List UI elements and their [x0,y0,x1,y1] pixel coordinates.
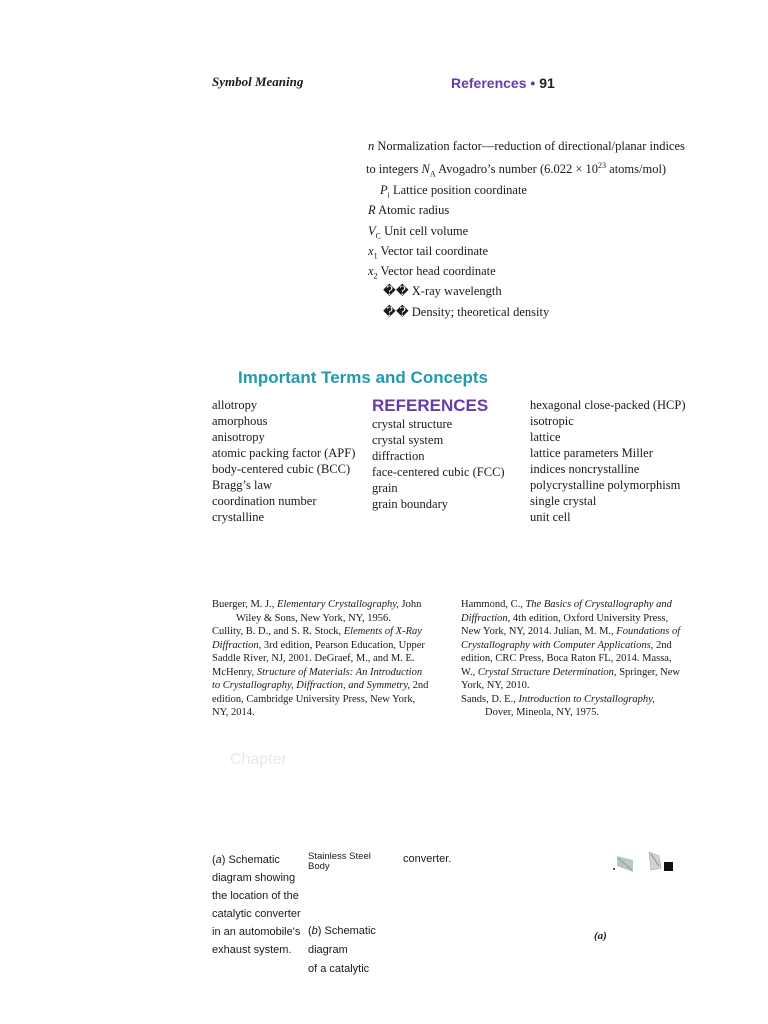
symbol-meaning: Vector head coordinate [380,264,496,278]
term: polycrystalline polymorphism [530,478,681,492]
term: lattice parameters Miller [530,446,653,460]
ref-text: edition, Cambridge University Press, New York, [212,693,416,705]
symbol-row-pi [380,183,527,200]
ref-title: Elements of X-Ray [343,626,422,637]
reference-entry-buerger [212,598,440,625]
term: Bragg’s law [212,478,273,492]
ref-text: Cullity, B. D., and S. R. Stock, [212,626,344,637]
ref-title: Crystal Structure Determination, [477,666,617,678]
symbol: R [368,203,376,217]
terms-column-2 [372,416,505,512]
ref-text: New York, NY, 2014. Julian, M. M., [461,626,617,637]
symbol-subscript: 1 [373,251,378,261]
ref-title: Diffraction, [461,612,511,624]
ref-text: 2nd [410,680,429,691]
figure-fragment-icon [611,850,681,874]
symbol-meaning: Density; theoretical density [411,305,550,319]
term: face-centered cubic (FCC) [372,465,505,479]
chapter-watermark: Chapter [230,751,287,768]
term: allotropy [212,398,258,412]
caption-line: exhaust system. [212,944,292,956]
terms-column-3 [530,397,686,525]
term: atomic packing factor (APF) [212,446,356,460]
references-column-right [461,598,696,720]
term: grain [372,481,398,495]
terms-heading: Important Terms and Concepts [238,368,488,387]
caption-letter: b [311,925,318,937]
term: single crystal [530,494,597,508]
symbol-meaning: Unit cell volume [384,224,469,238]
symbol-row-na [366,161,666,179]
symbol: V [368,224,376,238]
header-symbol-meaning: Symbol Meaning [212,74,304,89]
symbol-row-vc [368,224,468,241]
symbol-row-r [368,203,449,218]
ref-title: Structure of Materials: An Introduction [256,666,423,678]
terms-column-1 [212,397,355,525]
symbol-meaning: Avogadro’s number (6.022 × 10 [438,162,599,177]
ref-text: W., [461,666,478,678]
ref-title: Diffraction, [212,639,262,651]
symbol-subscript: A [429,169,436,179]
symbol-superscript: 23 [598,161,607,170]
caption-line: Schematic [228,854,280,866]
symbol-meaning: Atomic radius [378,203,450,217]
symbol-row-x2 [368,264,496,281]
converter-label: converter. [403,853,452,865]
caption-line: of a catalytic [308,963,370,975]
ref-text: 4th edition, Oxford University Press, [510,612,669,624]
symbol-meaning: X-ray wavelength [411,284,502,298]
caption-line: diagram [308,944,348,956]
caption-letter: a [215,854,222,866]
ref-text: Wiley & Sons, New York, NY, 1956. [236,612,391,624]
running-header-bullet: • [530,75,536,91]
symbol: �� [383,284,409,298]
symbol-meaning-suffix: atoms/mol) [609,162,667,177]
symbol: N [421,162,430,177]
caption-line: catalytic converter [212,908,301,920]
symbol: �� [383,305,409,319]
symbol-subscript: 2 [373,271,378,281]
ref-title: Elementary Crystallography, [277,599,399,610]
term: amorphous [212,414,268,428]
symbol-subscript: C [375,231,381,241]
ref-text: Springer, New [616,666,681,678]
term: lattice [530,430,561,444]
symbol-meaning: Vector tail coordinate [380,244,489,258]
running-header-label: References [451,75,527,91]
symbol-row-x1 [368,244,488,261]
reference-entry-sands [461,693,696,720]
symbol-row-lambda [383,283,502,299]
caption-line: the location of the [212,890,299,902]
symbol-row-n [368,139,685,154]
ref-text: Saddle River, NJ, 2001. DeGraef, M., and M. E. [212,653,415,664]
symbol: n [368,139,375,153]
caption-line: Schematic [324,925,376,937]
term: crystal system [372,433,444,447]
ref-title: Crystallography with Computer Applications, [461,639,654,651]
ref-text: McHenry, [212,666,257,678]
ref-title: to Crystallography, Diffraction, and Symmetry, [212,680,411,691]
term: hexagonal close-packed (HCP) [530,398,686,412]
term: crystalline [212,510,265,524]
term: anisotropy [212,430,265,444]
symbol-meaning: Normalization factor—reduction of directional/planar indices [377,139,685,153]
term: unit cell [530,510,571,524]
ref-text: 2nd [653,639,672,651]
page-number: 91 [539,75,555,91]
ref-text: NY, 2014. [212,707,255,718]
term: isotropic [530,414,574,428]
symbol-row-rho [383,304,549,320]
ref-text: edition, CRC Press, Boca Raton FL, 2014. Massa, [461,653,672,664]
caption-line: diagram showing [212,872,296,884]
reference-entry-cullity [212,625,440,720]
term: body-centered cubic (BCC) [212,462,351,476]
term: grain boundary [372,497,449,511]
stainless-steel-label: Stainless Steel Body [308,851,371,872]
ref-text: Hammond, C., [461,599,526,610]
term: diffraction [372,449,425,463]
ref-title: Introduction to Crystallography, [518,693,655,705]
running-header [451,75,555,91]
references-heading: REFERENCES [372,396,489,415]
ref-text: John [398,599,422,610]
figure-caption-a: (a) Schematic diagram showing the location of the catalytic converter in an automobile's exhaust system. [212,851,308,959]
symbol-subscript: i [387,190,390,200]
ref-title: Foundations of [616,626,681,637]
ref-text: York, NY, 2010. [461,680,530,691]
figure-panel-label: (a) [594,930,607,942]
ref-text: Dover, Mineola, NY, 1975. [485,707,599,718]
ref-title: The Basics of Crystallography and [525,599,672,610]
symbol-prefix: to integers [366,162,419,177]
symbol: x [368,264,374,278]
ref-text: 3rd edition, Pearson Education, Upper [261,639,425,651]
reference-entry-hammond [461,598,696,693]
term: indices noncrystalline [530,462,640,476]
ref-text: Buerger, M. J., [212,599,278,610]
term: coordination number [212,494,317,508]
references-column-left [212,598,440,720]
ref-text: Sands, D. E., [461,693,519,705]
symbol: P [380,183,388,197]
term: crystal structure [372,417,453,431]
figure-caption-b: (b) Schematic diagram of a catalytic [308,922,398,979]
caption-line: in an automobile's [212,926,301,938]
symbol-meaning: Lattice position coordinate [393,183,527,197]
symbol: x [368,244,374,258]
